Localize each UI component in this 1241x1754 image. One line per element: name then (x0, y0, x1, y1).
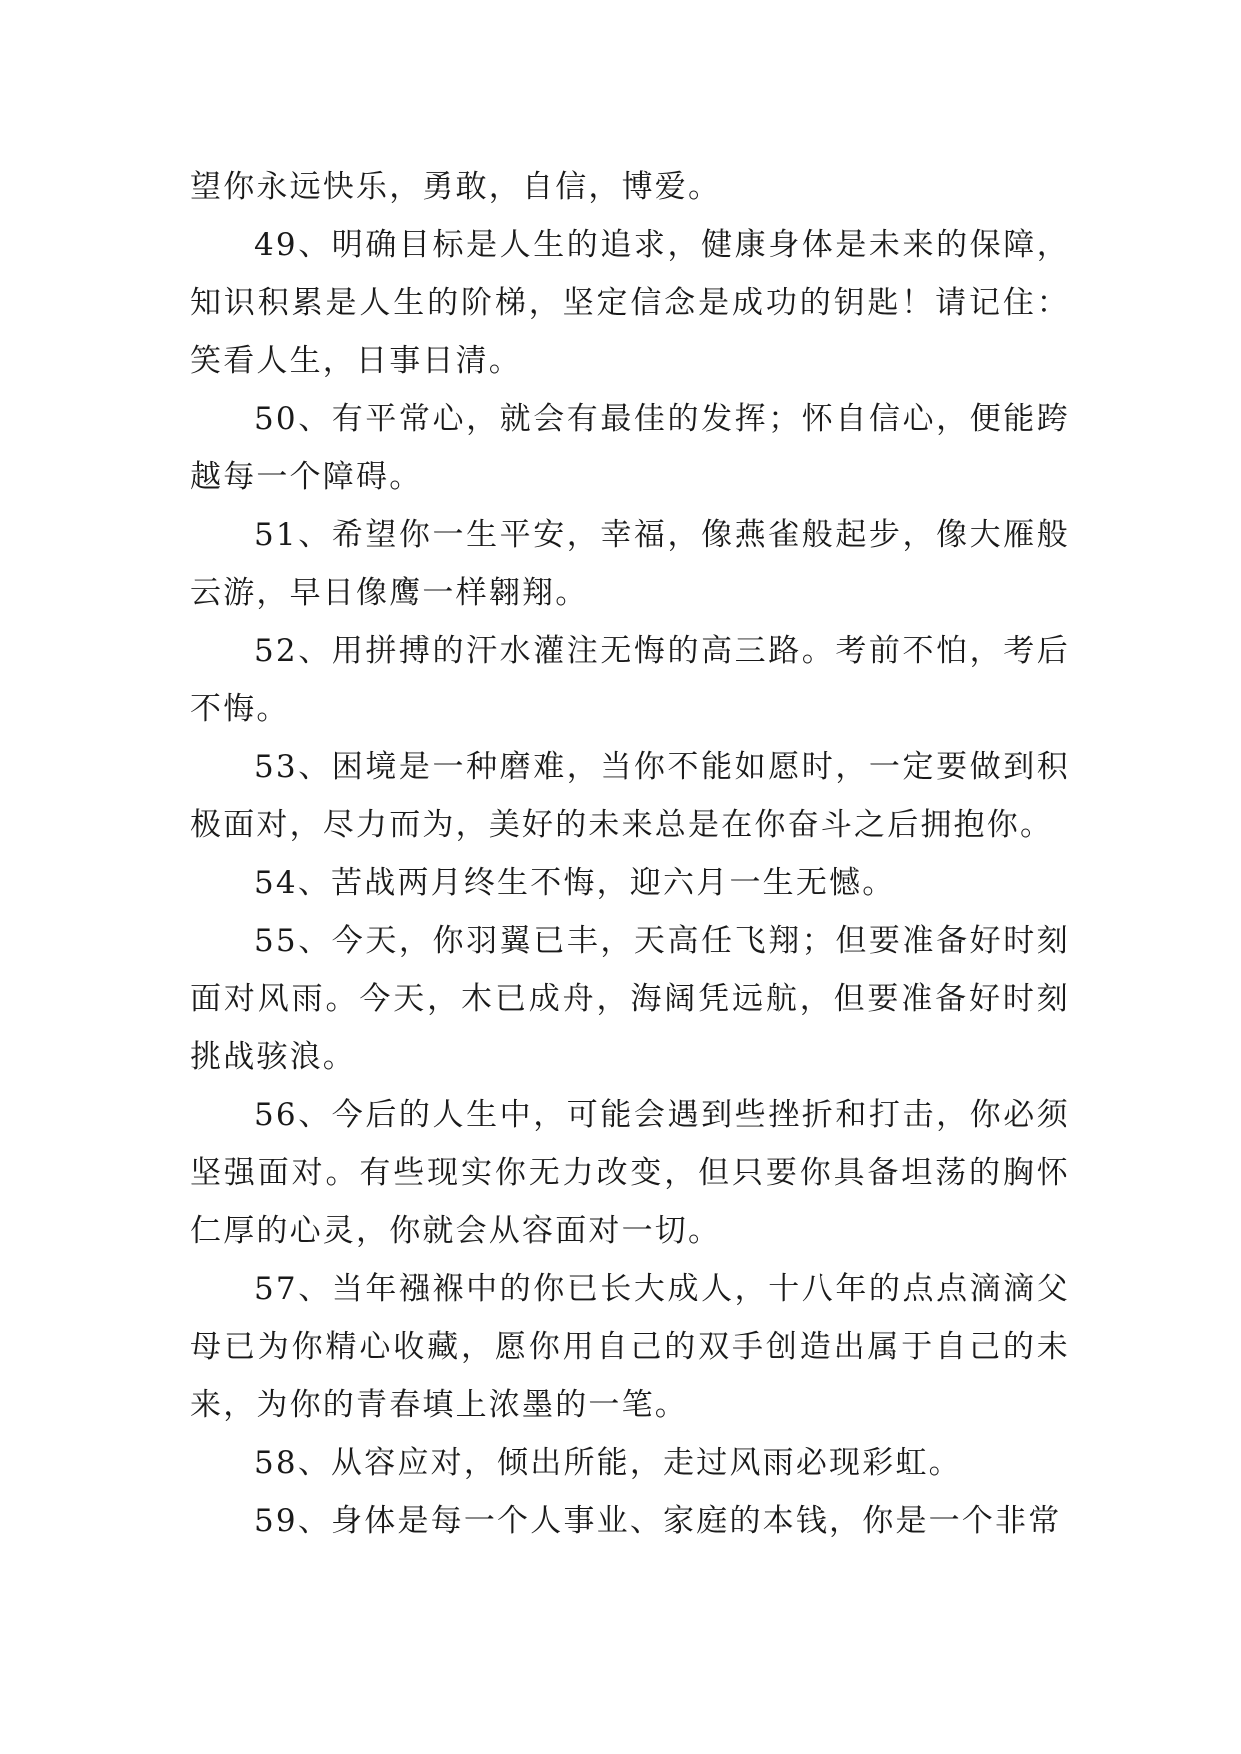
paragraph-59: 59、身体是每一个人事业、家庭的本钱，你是一个非常 (254, 1503, 1062, 1539)
paragraph-55: 55、今天，你羽翼已丰，天高任飞翔；但要准备好时刻面对风雨。今天，木已成舟，海阔凭远航，但要准备好时刻挑战骇浪。 (190, 923, 1070, 1075)
paragraph-50: 50、有平常心，就会有最佳的发挥；怀自信心，便能跨越每一个障碍。 (190, 401, 1070, 495)
paragraph-56: 56、今后的人生中，可能会遇到些挫折和打击，你必须坚强面对。有些现实你无力改变，但只要你具备坦荡的胸怀仁厚的心灵，你就会从容面对一切。 (190, 1097, 1070, 1249)
paragraph-49: 49、明确目标是人生的追求，健康身体是未来的保障，知识积累是人生的阶梯，坚定信念是成功的钥匙！请记住：笑看人生，日事日清。 (190, 227, 1070, 379)
paragraph-58: 58、从容应对，倾出所能，走过风雨必现彩虹。 (254, 1445, 962, 1481)
paragraph-continuation: 望你永远快乐，勇敢，自信，博爱。 (190, 169, 722, 205)
paragraph-53: 53、困境是一种磨难，当你不能如愿时，一定要做到积极面对，尽力而为，美好的未来总是在你奋斗之后拥抱你。 (190, 749, 1070, 843)
document-body (190, 158, 1070, 1550)
paragraph-51: 51、希望你一生平安，幸福，像燕雀般起步，像大雁般云游，早日像鹰一样翱翔。 (190, 517, 1070, 611)
paragraph-57: 57、当年襁褓中的你已长大成人，十八年的点点滴滴父母已为你精心收藏，愿你用自己的双手创造出属于自己的未来，为你的青春填上浓墨的一笔。 (190, 1271, 1070, 1423)
paragraph-54: 54、苦战两月终生不悔，迎六月一生无憾。 (254, 865, 896, 901)
paragraph-52: 52、用拼搏的汗水灌注无悔的高三路。考前不怕，考后不悔。 (190, 633, 1070, 727)
